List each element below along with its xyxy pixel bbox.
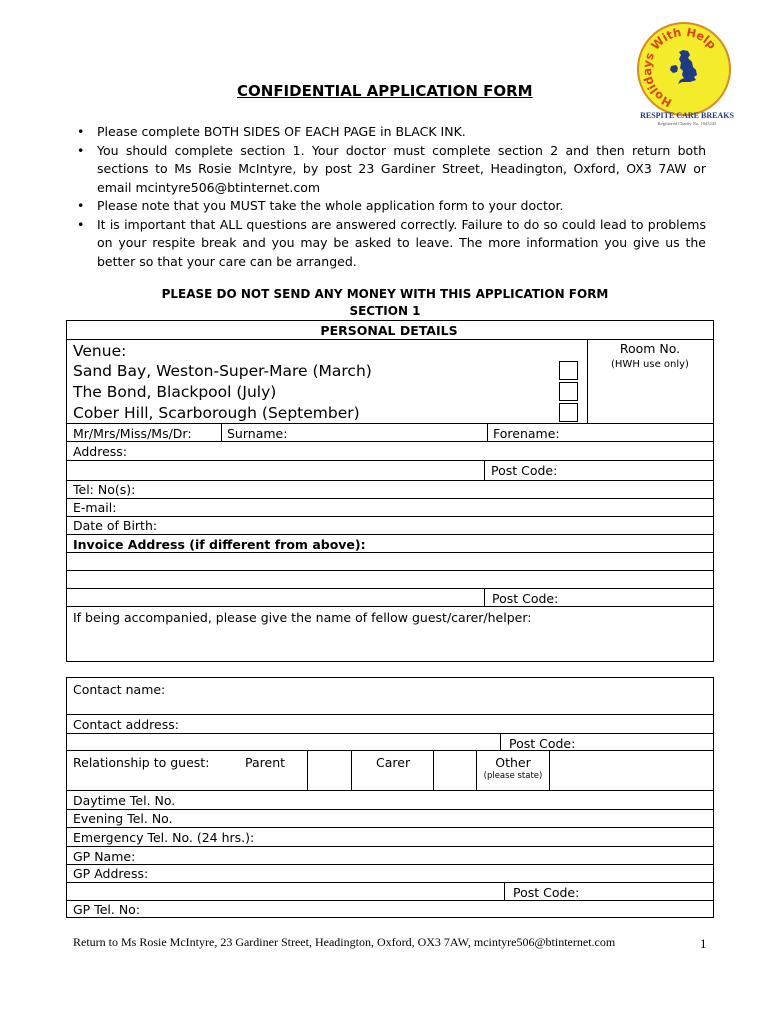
instruction-item: • Please note that you MUST take the whole application form to your doctor. (73, 197, 706, 216)
gp-tel-label: GP Tel. No: (73, 902, 141, 917)
parent-option-label: Parent (245, 755, 286, 770)
email-label: E-mail: (73, 500, 117, 515)
return-address-footer: Return to Ms Rosie McIntyre, 23 Gardiner Street, Headington, Oxford, OX3 7AW, mcintyre506@btinternet.com (73, 935, 616, 949)
venue-option-cober-hill: Cober Hill, Scarborough (September) (73, 404, 360, 422)
venue-option-the-bond: The Bond, Blackpool (July) (73, 383, 277, 401)
forename-label: Forename: (493, 426, 560, 441)
logo-graphic (639, 24, 729, 114)
the-bond-checkbox[interactable] (559, 382, 578, 401)
instruction-item: • You should complete section 1. Your doctor must complete section 2 and then return both sections to Ms Rosie McIntyre, by post 23 Gardiner Street, Headington, Oxford, OX3 7AW or email mcintyre506@btinternet.com (73, 142, 706, 198)
personal-details-header: PERSONAL DETAILS (320, 323, 458, 338)
carer-checkbox-cell[interactable] (434, 751, 476, 789)
uk-map-icon (670, 50, 697, 84)
evening-tel-label: Evening Tel. No. (73, 811, 173, 826)
dob-label: Date of Birth: (73, 518, 158, 533)
no-money-notice: PLEASE DO NOT SEND ANY MONEY WITH THIS APPLICATION FORM (161, 287, 609, 301)
venue-option-sand-bay: Sand Bay, Weston-Super-Mare (March) (73, 362, 372, 380)
daytime-tel-label: Daytime Tel. No. (73, 793, 176, 808)
page-number: 1 (700, 936, 707, 951)
other-option-label: Other (495, 755, 531, 770)
emergency-tel-label: Emergency Tel. No. (24 hrs.): (73, 830, 255, 845)
instructions-list (73, 123, 706, 271)
gp-postcode-label: Post Code: (513, 885, 580, 900)
address-label: Address: (73, 444, 127, 459)
other-state-field[interactable] (550, 751, 711, 789)
room-number-label: Room No. (619, 341, 681, 356)
postcode-label: Post Code: (491, 463, 558, 478)
other-option-note: (please state) (483, 771, 543, 781)
cober-hill-checkbox[interactable] (559, 403, 578, 422)
carer-option-label: Carer (376, 755, 411, 770)
contact-name-label: Contact name: (73, 682, 166, 697)
page-title: CONFIDENTIAL APPLICATION FORM (237, 82, 533, 100)
gp-address-label: GP Address: (73, 866, 149, 881)
parent-checkbox-cell[interactable] (308, 751, 351, 789)
contact-postcode-label: Post Code: (509, 736, 576, 751)
section-label: SECTION 1 (349, 304, 421, 318)
svg-text:Holidays With Help (639, 24, 722, 114)
invoice-address-label: Invoice Address (if different from above): (73, 537, 366, 552)
relationship-label: Relationship to guest: (73, 755, 210, 770)
room-number-note: (HWH use only) (611, 359, 689, 370)
tel-label: Tel: No(s): (73, 482, 136, 497)
logo-charity-number: Registered Charity No. 1043243 (657, 121, 717, 126)
instruction-item: • It is important that ALL questions are answered correctly. Failure to do so could lead to problems on your respite break and you may be asked to leave. The more information you give us the better so that your care can be arranged. (73, 216, 706, 272)
contact-address-label: Contact address: (73, 717, 179, 732)
title-label: Mr/Mrs/Miss/Ms/Dr: (73, 426, 192, 441)
instruction-item: • Please complete BOTH SIDES OF EACH PAGE in BLACK INK. (73, 123, 706, 142)
surname-label: Surname: (227, 426, 288, 441)
venue-label: Venue: (73, 342, 127, 360)
gp-name-label: GP Name: (73, 849, 136, 864)
logo-ring-text: Holidays With Help (639, 24, 720, 111)
holidays-with-help-logo (637, 22, 731, 116)
invoice-postcode-label: Post Code: (492, 591, 559, 606)
logo-subtitle: RESPITE CARE BREAKS (640, 111, 734, 120)
accompanied-label: If being accompanied, please give the name of fellow guest/carer/helper: (73, 610, 532, 625)
sand-bay-checkbox[interactable] (559, 361, 578, 380)
